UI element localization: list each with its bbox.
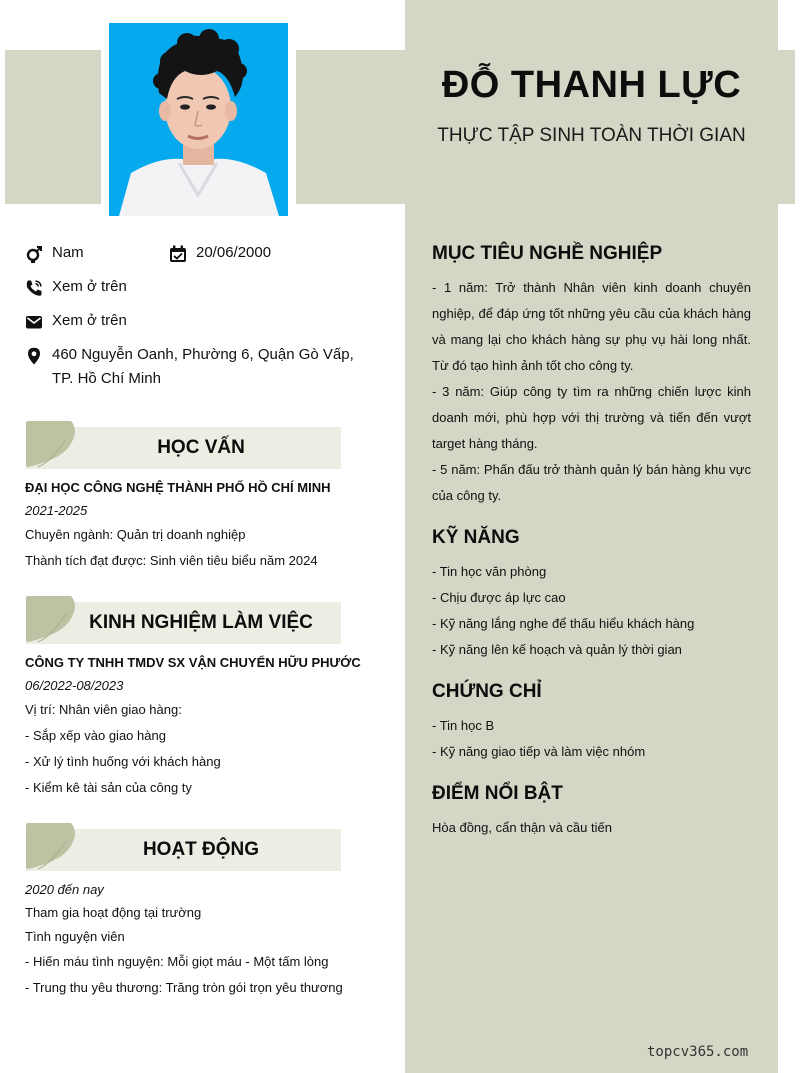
highlights-text: Hòa đồng, cẩn thận và cầu tiến bbox=[432, 820, 612, 835]
objective-body bbox=[432, 275, 751, 509]
phone-icon bbox=[25, 279, 43, 297]
objective-paragraph: - 1 năm: Trở thành Nhân viên kinh doanh chuyên nghiệp, để đáp ứng tốt những yêu cầu của khách hàng và mang lại cho khách hàng sự phụ vụ hài long nhất. Từ đó tạo hình ảnh tốt cho công ty. bbox=[432, 280, 751, 373]
skill-item: - Kỹ năng lên kế hoạch và quản lý thời gian bbox=[432, 642, 682, 657]
contact-phone bbox=[25, 278, 127, 299]
skills-body bbox=[432, 559, 751, 663]
education-title: HỌC VẤN bbox=[157, 437, 245, 458]
birthday-value: 20/06/2000 bbox=[196, 244, 272, 261]
candidate-name: ĐỖ THANH LỰC bbox=[441, 64, 742, 106]
education-major: Chuyên ngành: Quản trị doanh nghiệp bbox=[25, 527, 246, 542]
experience-title: KINH NGHIỆM LÀM VIỆC bbox=[89, 612, 313, 633]
objective-paragraph: - 3 năm: Giúp công ty tìm ra những chiến lược kinh doanh mới, phù hợp với thị trường và tiến đến vượt target hàng tháng. bbox=[432, 384, 751, 451]
contact-birthday bbox=[169, 244, 271, 265]
map-pin-icon bbox=[25, 347, 43, 365]
leaf-decoration-icon bbox=[26, 421, 75, 469]
email-icon bbox=[25, 313, 43, 331]
skill-item: - Tin học văn phòng bbox=[432, 564, 547, 579]
objective-title: MỤC TIÊU NGHỀ NGHIỆP bbox=[432, 243, 663, 264]
certificate-item: - Kỹ năng giao tiếp và làm việc nhóm bbox=[432, 744, 646, 759]
profile-photo bbox=[109, 23, 288, 216]
contact-address bbox=[25, 346, 354, 391]
gender-icon bbox=[25, 245, 43, 263]
email-value: Xem ở trên bbox=[52, 312, 127, 329]
education-header bbox=[26, 421, 341, 471]
experience-item: - Sắp xếp vào giao hàng bbox=[25, 728, 166, 743]
experience-item: - Kiểm kê tài sản của công ty bbox=[25, 780, 192, 795]
contact-gender bbox=[25, 244, 84, 265]
education-period: 2021-2025 bbox=[25, 503, 88, 518]
activities-body bbox=[25, 879, 375, 1001]
certificates-title: CHỨNG CHỈ bbox=[432, 681, 542, 702]
activity-line: - Trung thu yêu thương: Trăng tròn gói trọn yêu thương bbox=[25, 980, 343, 995]
certificates-body bbox=[432, 713, 751, 765]
activity-line: Tham gia hoạt động tại trường bbox=[25, 905, 202, 920]
address-value bbox=[52, 343, 354, 391]
skill-item: - Chịu được áp lực cao bbox=[432, 590, 566, 605]
address-line-2: TP. Hồ Chí Minh bbox=[52, 370, 161, 387]
gender-value: Nam bbox=[52, 244, 84, 261]
experience-role: Vị trí: Nhân viên giao hàng: bbox=[25, 702, 182, 717]
certificate-item: - Tin học B bbox=[432, 718, 495, 733]
skill-item: - Kỹ năng lắng nghe để thấu hiểu khách hàng bbox=[432, 616, 695, 631]
contact-email bbox=[25, 312, 127, 333]
header-band-middle bbox=[296, 50, 405, 204]
experience-body bbox=[25, 651, 375, 801]
school-name: ĐẠI HỌC CÔNG NGHỆ THÀNH PHỐ HỒ CHÍ MINH bbox=[25, 480, 331, 495]
education-achievement: Thành tích đạt được: Sinh viên tiêu biểu năm 2024 bbox=[25, 553, 318, 568]
skills-title: KỸ NĂNG bbox=[432, 527, 520, 548]
experience-item: - Xử lý tình huống với khách hàng bbox=[25, 754, 221, 769]
objective-paragraph: - 5 năm: Phấn đấu trở thành quản lý bán hàng khu vực của công ty. bbox=[432, 462, 751, 503]
experience-period: 06/2022-08/2023 bbox=[25, 678, 124, 693]
calendar-icon bbox=[169, 245, 187, 263]
phone-value: Xem ở trên bbox=[52, 278, 127, 295]
header-band-left bbox=[5, 50, 101, 204]
activity-line: - Hiến máu tình nguyện: Mỗi giọt máu - Một tấm lòng bbox=[25, 954, 329, 969]
education-body bbox=[25, 476, 375, 574]
brand-watermark: topcv365.com bbox=[647, 1044, 749, 1060]
leaf-decoration-icon bbox=[26, 823, 75, 871]
activity-line: Tình nguyện viên bbox=[25, 929, 125, 944]
company-name: CÔNG TY TNHH TMDV SX VẬN CHUYỂN HỮU PHƯỚC bbox=[25, 655, 361, 670]
address-line-1: 460 Nguyễn Oanh, Phường 6, Quận Gò Vấp, bbox=[52, 346, 354, 363]
header-band-right bbox=[778, 50, 795, 204]
highlights-title: ĐIỂM NỔI BẬT bbox=[432, 783, 563, 804]
activities-title: HOẠT ĐỘNG bbox=[142, 839, 260, 860]
candidate-position: THỰC TẬP SINH TOÀN THỜI GIAN bbox=[437, 125, 746, 146]
experience-header bbox=[26, 596, 341, 646]
activities-period: 2020 đến nay bbox=[25, 882, 104, 897]
activities-header bbox=[26, 823, 341, 873]
leaf-decoration-icon bbox=[26, 596, 75, 644]
